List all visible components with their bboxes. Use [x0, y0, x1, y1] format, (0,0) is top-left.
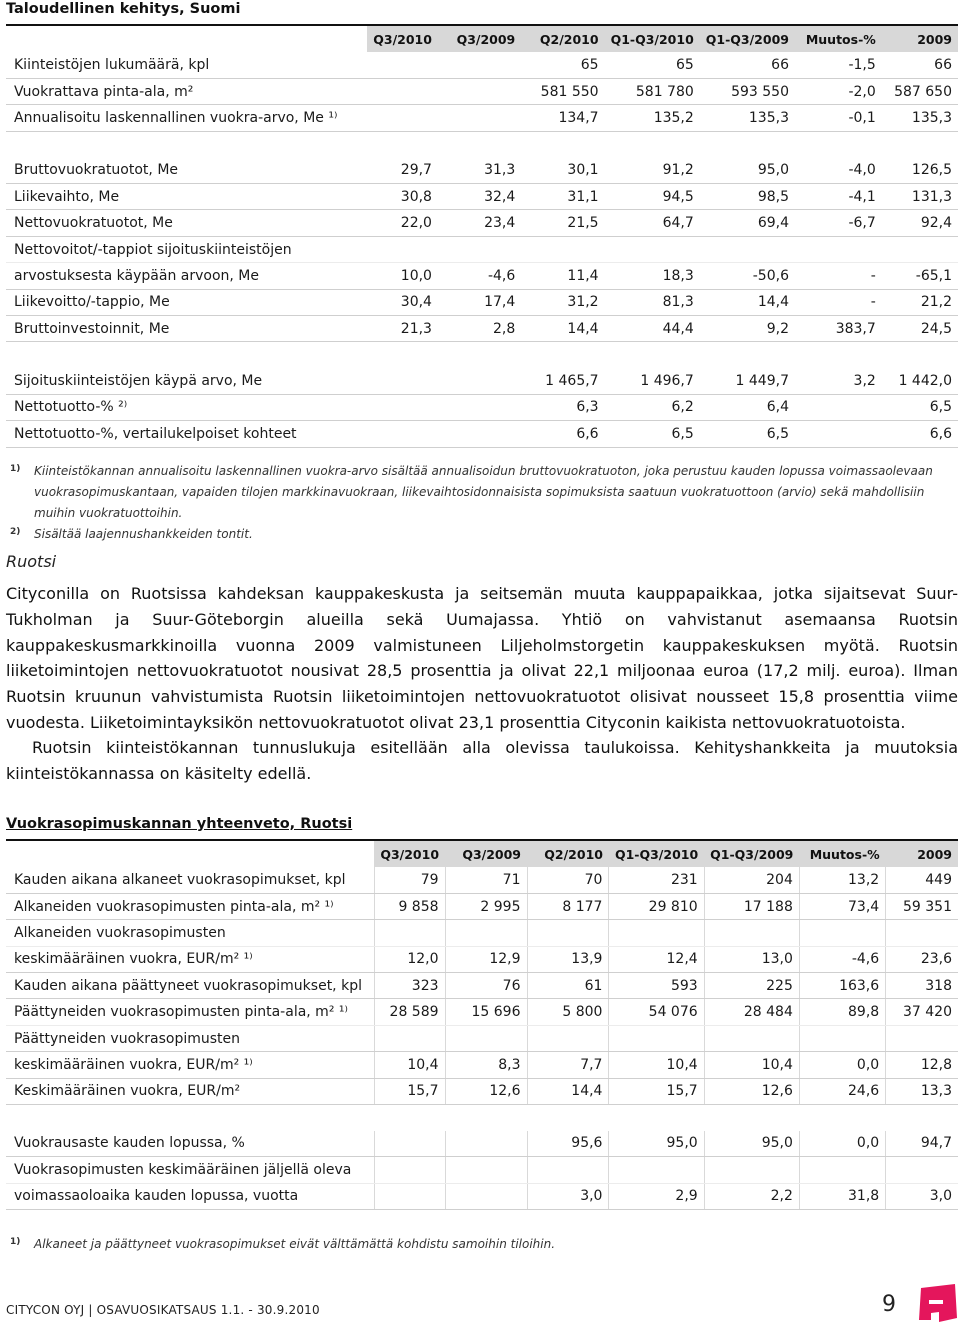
table-row — [6, 263, 958, 289]
table-row — [6, 184, 958, 210]
table-row — [6, 52, 958, 78]
cell-value: 15,7 — [374, 1078, 445, 1104]
col-header: Q3/2010 — [374, 840, 445, 867]
cell-value: 61 — [527, 973, 609, 999]
cell-value: 126,5 — [882, 157, 958, 183]
finland-table — [6, 24, 958, 448]
cell-value: 231 — [609, 867, 704, 893]
cell-value: 44,4 — [605, 316, 700, 342]
cell-value: 12,9 — [445, 946, 527, 972]
cell-value — [374, 1025, 445, 1051]
cell-value — [367, 368, 438, 394]
cell-value — [704, 920, 799, 946]
cell-value: 28 589 — [374, 999, 445, 1025]
cell-value: 5 800 — [527, 999, 609, 1025]
cell-value: -50,6 — [700, 263, 795, 289]
cell-value: 12,0 — [374, 946, 445, 972]
cell-value: 10,4 — [609, 1052, 704, 1078]
cell-value: 6,4 — [700, 394, 795, 420]
col-header: Q2/2010 — [527, 840, 609, 867]
cell-value: -4,1 — [795, 184, 882, 210]
cell-value — [886, 920, 958, 946]
cell-value: 73,4 — [799, 893, 885, 919]
cell-value — [704, 1025, 799, 1051]
cell-value: 71 — [445, 867, 527, 893]
cell-value: 204 — [704, 867, 799, 893]
paragraph-text: Cityconilla on Ruotsissa kahdeksan kauppakeskusta ja seitsemän muuta kauppapaikkaa, jotka sijaitsevat Suur-Tukholman ja Suur-Göteborgin alueilla sekä Uumajassa. Yhtiö on vahvistanut asemaansa Ruotsin kauppakeskusmarkkinoilla vuonna 2009 valmistuneen Liljeholmstorgetin kauppakeskuksen myötä. Ruotsin liiketoimintojen nettovuokratuotot nousivat 28,5 prosenttia ja olivat 22,1 miljoonaa euroa (17,2 milj. euroa). Ilman Ruotsin kruunun vahvistumista Ruotsin liiketoimintojen nettovuokratuotot olisivat nousseet 15,8 prosenttia viime vuodesta. Liiketoimintayksikön nettovuokratuotot olivat 23,1 prosenttia Cityconin kaikista nettovuokratuotoista. — [6, 584, 958, 732]
cell-value — [367, 236, 438, 262]
cell-value: 69,4 — [700, 210, 795, 236]
row-label: Liikevaihto, Me — [6, 184, 367, 210]
cell-value — [445, 920, 527, 946]
row-label: Alkaneiden vuokrasopimusten — [6, 920, 374, 946]
cell-value — [886, 1025, 958, 1051]
cell-value: 6,6 — [882, 421, 958, 447]
row-label: Kauden aikana alkaneet vuokrasopimukset, kpl — [6, 867, 374, 893]
table-row — [6, 316, 958, 342]
cell-value: -4,6 — [799, 946, 885, 972]
cell-value — [799, 920, 885, 946]
cell-value: - — [795, 289, 882, 315]
cell-value: 54 076 — [609, 999, 704, 1025]
cell-value: 29 810 — [609, 893, 704, 919]
footnote-mark: 2) — [10, 527, 21, 537]
cell-value — [795, 236, 882, 262]
cell-value: 10,4 — [374, 1052, 445, 1078]
row-label: Liikevoitto/-tappio, Me — [6, 289, 367, 315]
cell-value: 23,6 — [886, 946, 958, 972]
footer-publication: CITYCON OYJ | OSAVUOSIKATSAUS 1.1. - 30.9.2010 — [6, 1303, 320, 1317]
cell-value: 81,3 — [605, 289, 700, 315]
cell-value: 2 995 — [445, 893, 527, 919]
row-label: voimassaoloaika kauden lopussa, vuotta — [6, 1183, 374, 1209]
cell-value — [374, 1131, 445, 1157]
cell-value: 8 177 — [527, 893, 609, 919]
cell-value: 14,4 — [521, 316, 604, 342]
table-row — [6, 236, 958, 262]
cell-value — [367, 105, 438, 131]
cell-value: 1 496,7 — [605, 368, 700, 394]
cell-value — [605, 236, 700, 262]
cell-value: 7,7 — [527, 1052, 609, 1078]
cell-value: 24,5 — [882, 316, 958, 342]
cell-value: - — [795, 263, 882, 289]
row-label: Vuokrasopimusten keskimääräinen jäljellä oleva — [6, 1157, 374, 1183]
cell-value — [882, 236, 958, 262]
spacer-row — [6, 342, 958, 368]
cell-value: 79 — [374, 867, 445, 893]
row-label: Vuokrausaste kauden lopussa, % — [6, 1131, 374, 1157]
cell-value: 31,2 — [521, 289, 604, 315]
cell-value: 449 — [886, 867, 958, 893]
row-label: Bruttovuokratuotot, Me — [6, 157, 367, 183]
cell-value: 13,9 — [527, 946, 609, 972]
cell-value: 28 484 — [704, 999, 799, 1025]
table-row — [6, 1078, 958, 1104]
finland-table-header — [6, 25, 958, 52]
cell-value: 12,8 — [886, 1052, 958, 1078]
cell-value: 12,6 — [704, 1078, 799, 1104]
cell-value: 6,5 — [882, 394, 958, 420]
cell-value — [367, 394, 438, 420]
col-header: 2009 — [882, 25, 958, 52]
cell-value — [374, 1183, 445, 1209]
cell-value: 1 442,0 — [882, 368, 958, 394]
table-row — [6, 1183, 958, 1209]
header-blank — [6, 840, 374, 867]
finland-table-title: Taloudellinen kehitys, Suomi — [6, 1, 241, 17]
cell-value — [438, 52, 521, 78]
cell-value — [445, 1025, 527, 1051]
spacer-row — [6, 1105, 958, 1131]
spacer-cell — [6, 1105, 958, 1131]
table-row — [6, 78, 958, 104]
cell-value: 318 — [886, 973, 958, 999]
table-row — [6, 289, 958, 315]
cell-value — [527, 920, 609, 946]
row-label: Nettotuotto-% ²⁾ — [6, 394, 367, 420]
cell-value: 134,7 — [521, 105, 604, 131]
row-label: Annualisoitu laskennallinen vuokra-arvo, Me ¹⁾ — [6, 105, 367, 131]
col-header: Muutos-% — [795, 25, 882, 52]
lease-table — [6, 839, 958, 1210]
cell-value: 31,1 — [521, 184, 604, 210]
row-label: Kauden aikana päättyneet vuokrasopimukset, kpl — [6, 973, 374, 999]
footnote-text: Alkaneet ja päättyneet vuokrasopimukset eivät välttämättä kohdistu samoihin tiloihin. — [34, 1237, 556, 1251]
row-label: Keskimääräinen vuokra, EUR/m² — [6, 1078, 374, 1104]
cell-value: -2,0 — [795, 78, 882, 104]
cell-value: 9,2 — [700, 316, 795, 342]
col-header: Q2/2010 — [521, 25, 604, 52]
sweden-paragraph-1 — [6, 581, 958, 736]
cell-value: 30,8 — [367, 184, 438, 210]
sweden-paragraph-2 — [6, 735, 958, 787]
table-row — [6, 1131, 958, 1157]
cell-value: 30,4 — [367, 289, 438, 315]
cell-value — [445, 1131, 527, 1157]
row-label: Päättyneiden vuokrasopimusten pinta-ala, m² ¹⁾ — [6, 999, 374, 1025]
table-row — [6, 368, 958, 394]
citycon-logo-icon — [917, 1282, 959, 1324]
cell-value: 1 449,7 — [700, 368, 795, 394]
cell-value: 32,4 — [438, 184, 521, 210]
cell-value: 12,4 — [609, 946, 704, 972]
cell-value: 10,4 — [704, 1052, 799, 1078]
row-label: keskimääräinen vuokra, EUR/m² ¹⁾ — [6, 1052, 374, 1078]
cell-value: 64,7 — [605, 210, 700, 236]
cell-value: -6,7 — [795, 210, 882, 236]
cell-value: 6,2 — [605, 394, 700, 420]
cell-value: 225 — [704, 973, 799, 999]
row-label: keskimääräinen vuokra, EUR/m² ¹⁾ — [6, 946, 374, 972]
cell-value — [438, 105, 521, 131]
cell-value: 22,0 — [367, 210, 438, 236]
cell-value: 95,0 — [609, 1131, 704, 1157]
cell-value: 0,0 — [799, 1131, 885, 1157]
cell-value: 17 188 — [704, 893, 799, 919]
cell-value: 13,3 — [886, 1078, 958, 1104]
cell-value — [438, 368, 521, 394]
cell-value: 383,7 — [795, 316, 882, 342]
cell-value — [367, 78, 438, 104]
cell-value: 593 550 — [700, 78, 795, 104]
cell-value — [609, 920, 704, 946]
row-label: Bruttoinvestoinnit, Me — [6, 316, 367, 342]
row-label: Nettovuokratuotot, Me — [6, 210, 367, 236]
cell-value: -4,6 — [438, 263, 521, 289]
footnote-2 — [6, 524, 956, 545]
cell-value: 581 780 — [605, 78, 700, 104]
cell-value: 12,6 — [445, 1078, 527, 1104]
col-header: Q1-Q3/2009 — [700, 25, 795, 52]
cell-value — [374, 920, 445, 946]
cell-value: 9 858 — [374, 893, 445, 919]
table-row — [6, 1025, 958, 1051]
table-row — [6, 973, 958, 999]
cell-value: 31,3 — [438, 157, 521, 183]
cell-value: 18,3 — [605, 263, 700, 289]
cell-value: 587 650 — [882, 78, 958, 104]
col-header: 2009 — [886, 840, 958, 867]
row-label: Vuokrattava pinta-ala, m² — [6, 78, 367, 104]
cell-value — [799, 1157, 885, 1183]
cell-value: 593 — [609, 973, 704, 999]
cell-value: 11,4 — [521, 263, 604, 289]
table-row — [6, 1157, 958, 1183]
cell-value: 6,5 — [700, 421, 795, 447]
cell-value: 135,3 — [700, 105, 795, 131]
cell-value — [367, 421, 438, 447]
row-label: Nettovoitot/-tappiot sijoituskiinteistöjen — [6, 236, 367, 262]
cell-value — [609, 1157, 704, 1183]
footnote-text: Kiinteistökannan annualisoitu laskennallinen vuokra-arvo sisältää annualisoidun bruttovuokratuoton, joka perustuu kauden lopussa voimassaolevaan vuokrasopimuskantaan, vapaiden tilojen markkinavuokraan, liikevaihtosidonnaisista sopimuksista saatuun vuokratuottoon (arvio) sekä mahdollisiin muihin vuokratuottoihin. — [34, 464, 933, 520]
cell-value: 95,0 — [700, 157, 795, 183]
cell-value: 21,5 — [521, 210, 604, 236]
cell-value: 76 — [445, 973, 527, 999]
header-blank — [6, 25, 367, 52]
cell-value: -4,0 — [795, 157, 882, 183]
cell-value: 14,4 — [700, 289, 795, 315]
cell-value: 21,3 — [367, 316, 438, 342]
cell-value — [374, 1157, 445, 1183]
cell-value: 14,4 — [527, 1078, 609, 1104]
cell-value — [445, 1183, 527, 1209]
page-number: 9 — [882, 1292, 896, 1317]
cell-value: -0,1 — [795, 105, 882, 131]
footnote-1 — [6, 1234, 956, 1255]
table-row — [6, 867, 958, 893]
cell-value — [795, 394, 882, 420]
cell-value: 135,3 — [882, 105, 958, 131]
cell-value: 13,0 — [704, 946, 799, 972]
cell-value: 95,0 — [704, 1131, 799, 1157]
cell-value — [527, 1157, 609, 1183]
cell-value: 37 420 — [886, 999, 958, 1025]
table-row — [6, 920, 958, 946]
cell-value: 1 465,7 — [521, 368, 604, 394]
footnote-text: Sisältää laajennushankkeiden tontit. — [34, 527, 253, 541]
cell-value — [795, 421, 882, 447]
cell-value: 70 — [527, 867, 609, 893]
cell-value: 66 — [882, 52, 958, 78]
cell-value — [438, 236, 521, 262]
cell-value: 581 550 — [521, 78, 604, 104]
row-label: arvostuksesta käypään arvoon, Me — [6, 263, 367, 289]
col-header: Q1-Q3/2009 — [704, 840, 799, 867]
cell-value — [700, 236, 795, 262]
cell-value — [445, 1157, 527, 1183]
spacer-cell — [6, 342, 958, 368]
table-row — [6, 893, 958, 919]
cell-value: 15 696 — [445, 999, 527, 1025]
lease-table-title: Vuokrasopimuskannan yhteenveto, Ruotsi — [6, 816, 353, 832]
table-row — [6, 394, 958, 420]
cell-value: 0,0 — [799, 1052, 885, 1078]
table-row — [6, 421, 958, 447]
cell-value: 66 — [700, 52, 795, 78]
col-header: Q1-Q3/2010 — [605, 25, 700, 52]
lease-footnotes — [6, 1234, 956, 1255]
row-label: Sijoituskiinteistöjen käypä arvo, Me — [6, 368, 367, 394]
table-row — [6, 946, 958, 972]
table-row — [6, 105, 958, 131]
cell-value: 94,7 — [886, 1131, 958, 1157]
cell-value — [438, 78, 521, 104]
cell-value: 89,8 — [799, 999, 885, 1025]
cell-value: 13,2 — [799, 867, 885, 893]
spacer-row — [6, 131, 958, 157]
cell-value — [609, 1025, 704, 1051]
cell-value: 135,2 — [605, 105, 700, 131]
cell-value: 3,0 — [527, 1183, 609, 1209]
cell-value — [521, 236, 604, 262]
cell-value: 30,1 — [521, 157, 604, 183]
cell-value: 163,6 — [799, 973, 885, 999]
table-row — [6, 1052, 958, 1078]
cell-value: 95,6 — [527, 1131, 609, 1157]
table-row — [6, 157, 958, 183]
cell-value: -1,5 — [795, 52, 882, 78]
spacer-cell — [6, 131, 958, 157]
row-label: Kiinteistöjen lukumäärä, kpl — [6, 52, 367, 78]
cell-value: 94,5 — [605, 184, 700, 210]
table-row — [6, 210, 958, 236]
cell-value: 2,2 — [704, 1183, 799, 1209]
col-header: Q3/2010 — [367, 25, 438, 52]
cell-value: 17,4 — [438, 289, 521, 315]
cell-value: 65 — [521, 52, 604, 78]
table-row — [6, 999, 958, 1025]
cell-value: 2,8 — [438, 316, 521, 342]
col-header: Q3/2009 — [438, 25, 521, 52]
cell-value: 23,4 — [438, 210, 521, 236]
paragraph-text: Ruotsin kiinteistökannan tunnuslukuja esitellään alla olevissa taulukoissa. Kehityshankkeita ja muutoksia kiinteistökannassa on käsitelty edellä. — [6, 738, 958, 783]
footnote-mark: 1) — [10, 1237, 21, 1247]
cell-value: 8,3 — [445, 1052, 527, 1078]
cell-value: 3,2 — [795, 368, 882, 394]
cell-value: 29,7 — [367, 157, 438, 183]
cell-value: 6,5 — [605, 421, 700, 447]
cell-value: 31,8 — [799, 1183, 885, 1209]
cell-value: 91,2 — [605, 157, 700, 183]
cell-value: 15,7 — [609, 1078, 704, 1104]
cell-value — [438, 394, 521, 420]
cell-value: 2,9 — [609, 1183, 704, 1209]
cell-value — [704, 1157, 799, 1183]
cell-value — [799, 1025, 885, 1051]
cell-value — [886, 1157, 958, 1183]
cell-value — [438, 421, 521, 447]
cell-value: 6,3 — [521, 394, 604, 420]
cell-value: 98,5 — [700, 184, 795, 210]
cell-value: 3,0 — [886, 1183, 958, 1209]
cell-value: 65 — [605, 52, 700, 78]
cell-value: 92,4 — [882, 210, 958, 236]
col-header: Q3/2009 — [445, 840, 527, 867]
cell-value — [367, 52, 438, 78]
lease-table-header — [6, 840, 958, 867]
row-label: Alkaneiden vuokrasopimusten pinta-ala, m² ¹⁾ — [6, 893, 374, 919]
cell-value: 24,6 — [799, 1078, 885, 1104]
row-label: Nettotuotto-%, vertailukelpoiset kohteet — [6, 421, 367, 447]
cell-value: 21,2 — [882, 289, 958, 315]
row-label: Päättyneiden vuokrasopimusten — [6, 1025, 374, 1051]
col-header: Q1-Q3/2010 — [609, 840, 704, 867]
footnote-1 — [6, 461, 956, 524]
cell-value: 131,3 — [882, 184, 958, 210]
cell-value: 10,0 — [367, 263, 438, 289]
cell-value: 323 — [374, 973, 445, 999]
col-header: Muutos-% — [799, 840, 885, 867]
cell-value: 59 351 — [886, 893, 958, 919]
finland-footnotes — [6, 461, 956, 545]
cell-value: 6,6 — [521, 421, 604, 447]
footnote-mark: 1) — [10, 464, 21, 474]
cell-value: -65,1 — [882, 263, 958, 289]
cell-value — [527, 1025, 609, 1051]
sweden-heading: Ruotsi — [6, 552, 57, 571]
